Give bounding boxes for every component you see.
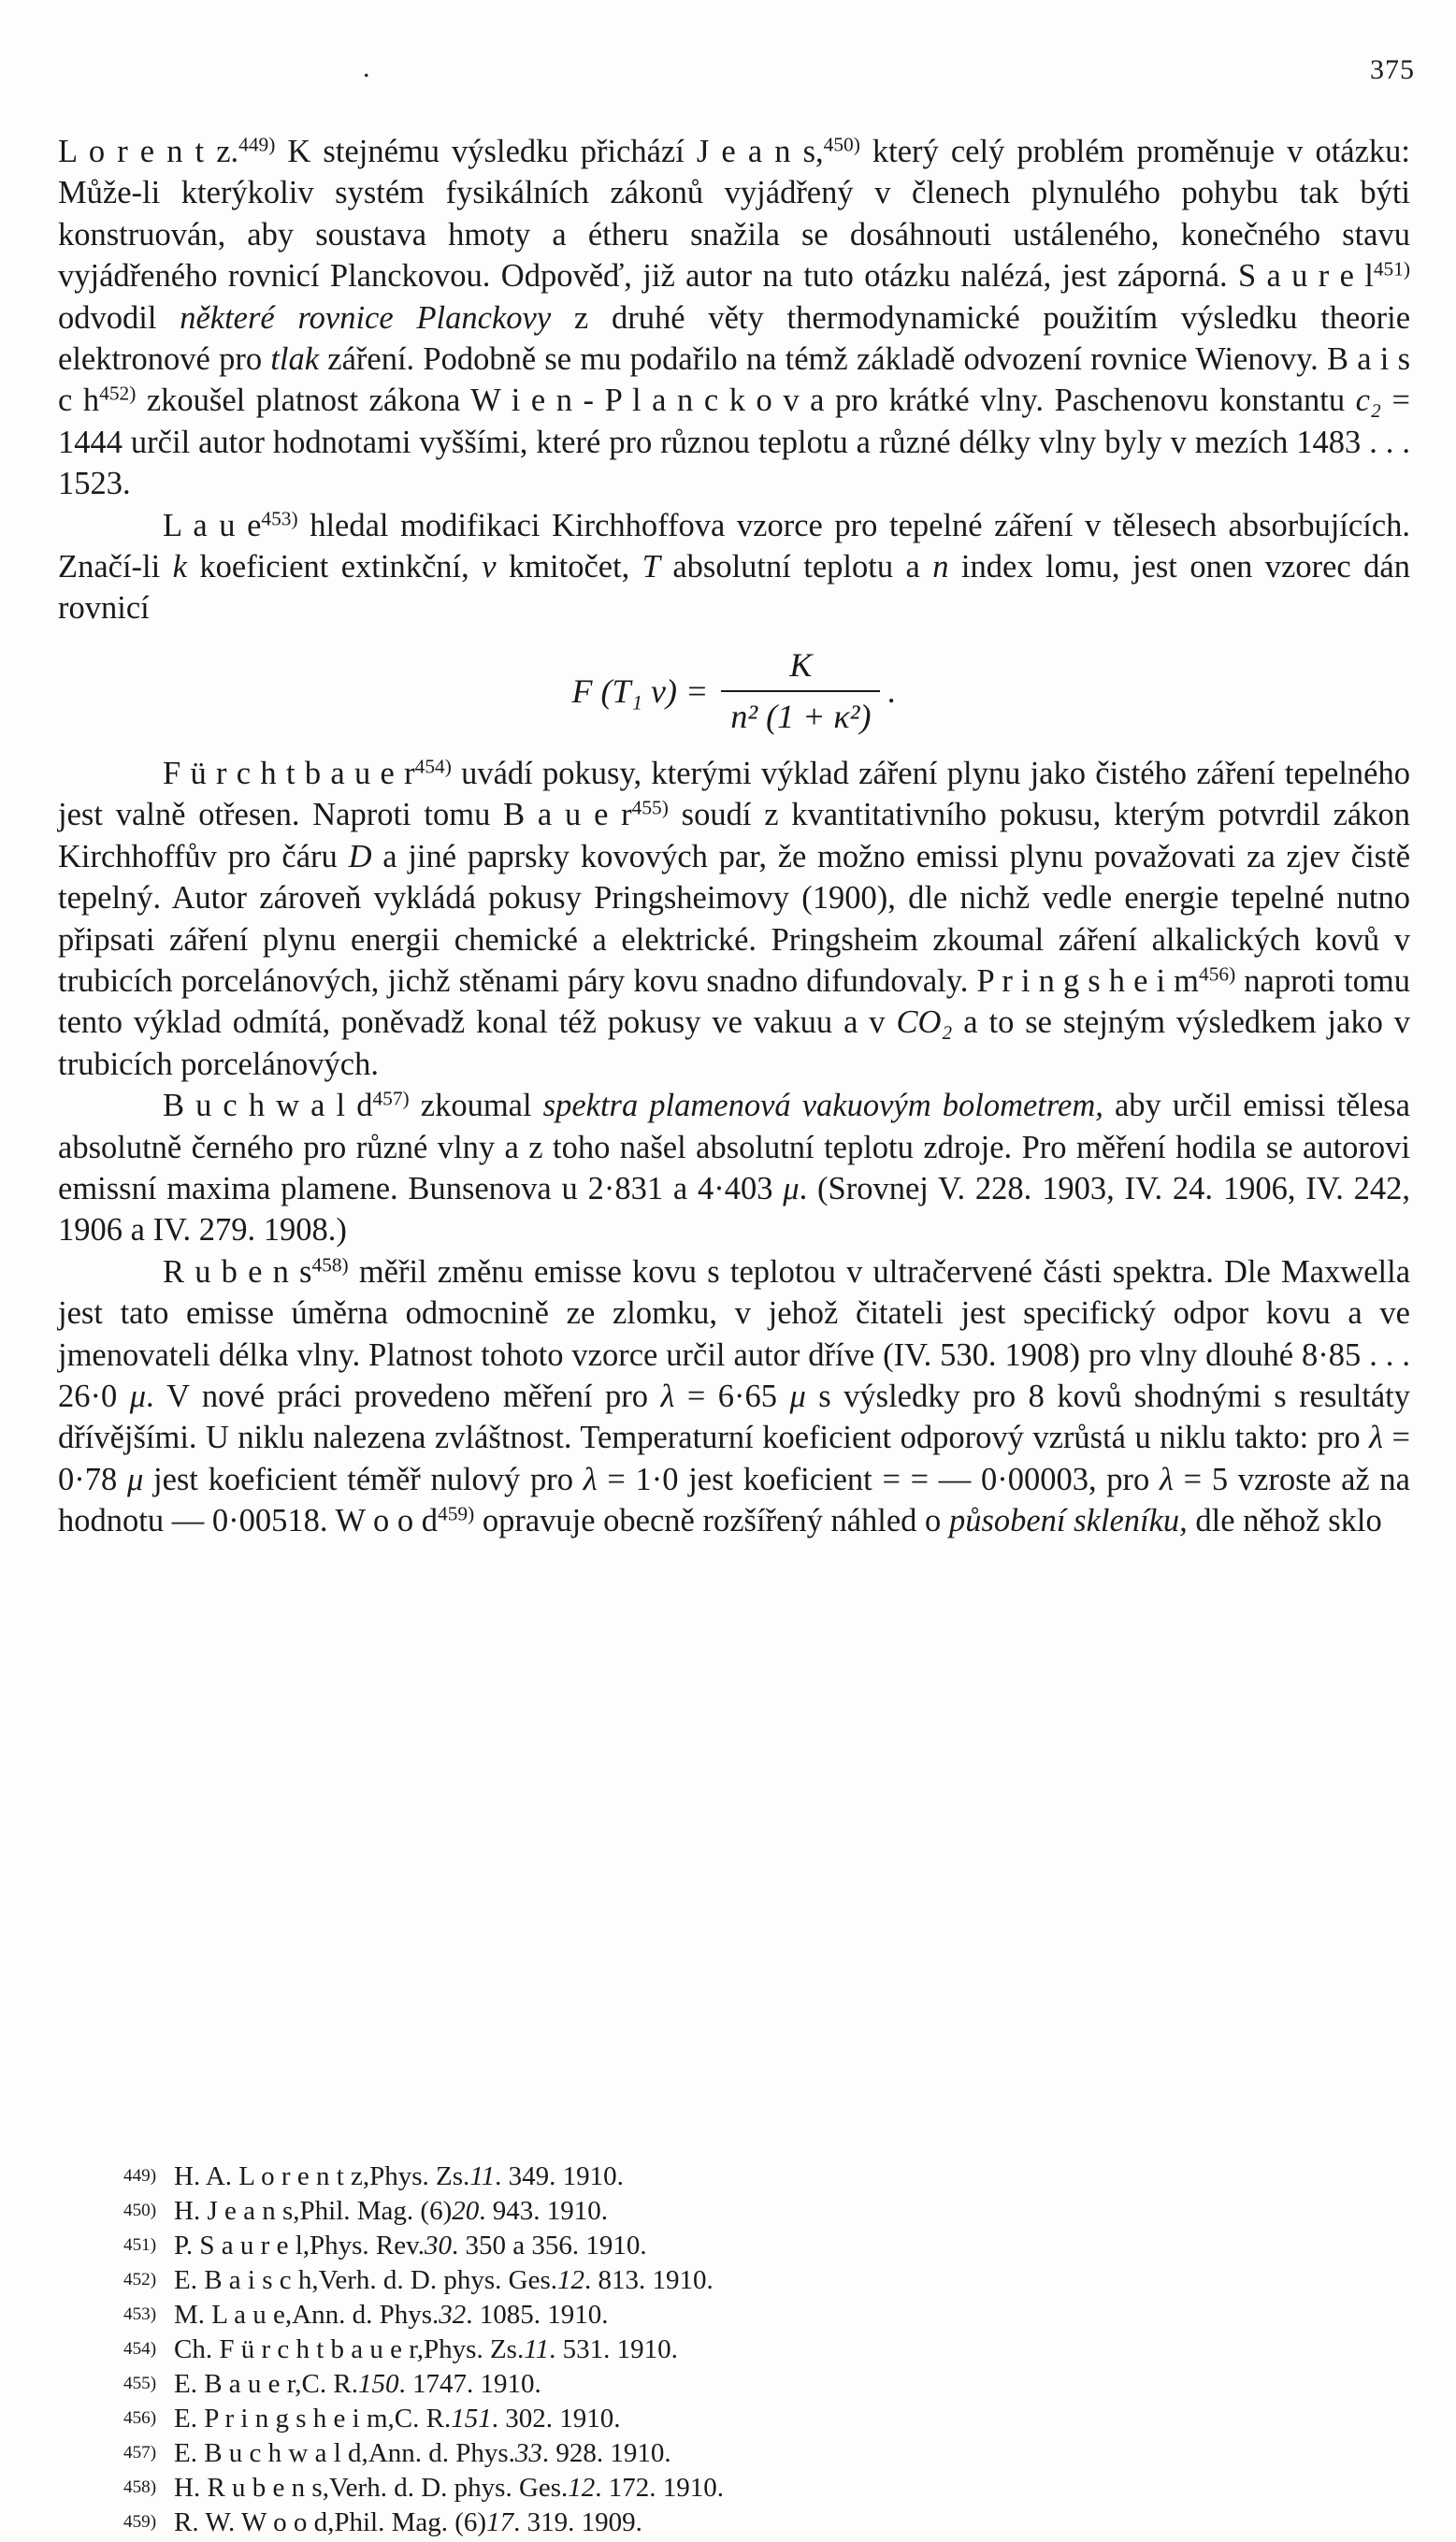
- symbol: D: [348, 838, 372, 874]
- author-name: J e a n s,: [696, 134, 824, 169]
- text: dle něhož sklo: [1187, 1503, 1382, 1539]
- footnote-number: 459): [123, 2512, 157, 2533]
- footnote-volume: 33: [514, 2438, 542, 2469]
- footnote: [123, 2334, 1339, 2369]
- footnote-author: E. B a i s c h,: [174, 2265, 319, 2296]
- symbol: λ: [1160, 1461, 1174, 1497]
- symbol: T: [642, 549, 660, 585]
- footnote-journal: Phys. Rev.: [310, 2231, 425, 2261]
- footnote-pages: . 813. 1910.: [584, 2265, 714, 2296]
- text: jest koeficient téměř nulový pro: [143, 1461, 584, 1497]
- footnote-author: H. A. L o r e n t z,: [174, 2161, 370, 2191]
- author-name: B a u e r: [503, 797, 632, 833]
- text: kmitočet,: [496, 549, 642, 585]
- author-name: P r i n g s h e i m: [976, 962, 1200, 999]
- footnote-ref[interactable]: 456): [1199, 962, 1236, 986]
- footnote-pages: . 943. 1910.: [479, 2196, 608, 2227]
- footnote-journal: Ann. d. Phys.: [368, 2438, 515, 2469]
- symbol: λ: [583, 1461, 598, 1497]
- formula-end: .: [887, 672, 897, 710]
- footnote-journal: Phys. Zs.: [369, 2161, 470, 2191]
- footnote-author: E. B u c h w a l d,: [174, 2438, 368, 2469]
- footnote-volume: 151: [451, 2404, 492, 2434]
- footnote-author: H. J e a n s,: [174, 2196, 300, 2227]
- footnote-number: 453): [123, 2304, 157, 2325]
- author-name: R u b e n s: [163, 1253, 312, 1290]
- footnotes: [123, 2161, 1339, 2542]
- footnote-author: E. B a u e r,: [174, 2369, 302, 2400]
- formula-numerator: K: [789, 646, 813, 685]
- footnote-pages: . 319. 1909.: [513, 2507, 642, 2538]
- footnote-pages: . 302. 1910.: [491, 2404, 621, 2434]
- author-name: L o r e n t z.: [58, 134, 239, 169]
- footnote-number: 457): [123, 2443, 157, 2463]
- footnote-pages: . 531. 1910.: [549, 2334, 678, 2365]
- footnote-volume: 17: [486, 2507, 514, 2538]
- text: = 5 vzroste až na hodnotu — 0·00518.: [58, 1461, 1410, 1539]
- footnote-ref[interactable]: 451): [1373, 257, 1411, 281]
- text: hledal modifikaci Kirchhoffova vzorce pro tepelné záření v tělesech absorbujících. Značí-li: [58, 507, 1411, 585]
- footnote-volume: 20: [452, 2196, 480, 2227]
- footnote: [123, 2265, 1339, 2300]
- text: . (Srovnej V. 228. 1903, IV. 24. 1906, IV. 242, 1906 a IV. 279. 1908.): [58, 1170, 1410, 1249]
- footnote: [123, 2196, 1339, 2231]
- footnote-journal: Phil. Mag. (6): [299, 2196, 453, 2227]
- footnote-ref[interactable]: 453): [261, 506, 298, 529]
- footnote-number: 451): [123, 2235, 157, 2256]
- symbol: λ: [660, 1378, 675, 1414]
- footnote-author: Ch. F ü r c h t b a u e r,: [174, 2334, 425, 2365]
- text: zkoumal: [409, 1088, 543, 1124]
- footnote: [123, 2369, 1339, 2404]
- symbol: CO₂: [896, 1004, 953, 1041]
- footnote: [123, 2507, 1339, 2542]
- text: odvodil: [58, 299, 180, 336]
- footnote-ref[interactable]: 455): [631, 796, 669, 819]
- author-name: W o o d: [335, 1503, 439, 1539]
- footnote-pages: . 928. 1910.: [541, 2438, 671, 2469]
- symbol: c₂: [1355, 383, 1381, 419]
- text: záření. Podobně se mu podařilo na témž základě odvození rovnice Wienovy.: [319, 341, 1327, 378]
- author-name: F ü r c h t b a u e r: [163, 755, 415, 791]
- footnote-volume: 30: [425, 2231, 452, 2261]
- kirchhoff-formula: [58, 629, 1410, 753]
- footnote-volume: 12: [557, 2265, 584, 2296]
- text: uvádí pokusy, kterými výklad záření plynu jako čistého záření tepelného jest valně otřesen. Naproti tomu: [58, 755, 1410, 833]
- footnote-author: P. S a u r e l,: [174, 2231, 310, 2261]
- text: koeficient extinkční,: [186, 549, 483, 585]
- symbol: μ: [789, 1378, 806, 1414]
- symbol: μ: [783, 1170, 800, 1206]
- formula-lhs: F (T₁ ν) =: [571, 672, 709, 710]
- footnote-number: 452): [123, 2270, 157, 2290]
- footnote-author: H. R u b e n s,: [174, 2473, 329, 2504]
- page-mark: .: [363, 52, 370, 83]
- footnote-number: 450): [123, 2201, 157, 2221]
- paragraph-furchtbauer: [58, 753, 1410, 1085]
- body-text: [58, 131, 1410, 1542]
- footnote-ref[interactable]: 457): [372, 1087, 410, 1110]
- symbol: k: [172, 549, 187, 585]
- footnote-journal: C. R.: [301, 2369, 358, 2400]
- footnote-journal: Ann. d. Phys.: [292, 2300, 440, 2331]
- footnote-volume: 150: [357, 2369, 399, 2400]
- paragraph-rubens: [58, 1251, 1410, 1542]
- author-name: L a u e: [163, 507, 262, 543]
- footnote: [123, 2231, 1339, 2265]
- footnote-ref[interactable]: 454): [414, 755, 452, 778]
- text: aby určil emissi tělesa absolutně černého pro různé vlny a z toho našel absolutní teplotu zdroje. Pro měření hodila se autorovi emissní maxima plamene. Bunsenova u 2·831 a 4·403: [58, 1088, 1410, 1206]
- footnote-author: M. L a u e,: [174, 2300, 293, 2331]
- text: opravuje obecně rozšířený náhled o: [474, 1503, 949, 1539]
- paragraph-buchwald: [58, 1085, 1410, 1251]
- footnote-pages: . 1085. 1910.: [466, 2300, 609, 2331]
- symbol: ν: [482, 549, 497, 585]
- footnote-author: R. W. W o o d,: [174, 2507, 335, 2538]
- text: index lomu, jest onen vzorec dán rovnicí: [58, 549, 1410, 627]
- formula-fraction: [721, 644, 880, 737]
- author-name: B a i s c h: [58, 341, 1410, 419]
- text: který celý problém proměnuje v otázku: Může-li kterýkoliv systém fysikálních zákonů vyjádřený v členech plynulého pohybu tak býti konstruován, aby soustava hmoty a étheru snažila se dosáhnouti ustáleného, konečného stavu vyjádřeného rovnicí Planckovou. Odpověď, již autor na tuto otázku nalézá, jest záporná.: [58, 134, 1410, 295]
- footnote-journal: C. R.: [394, 2404, 452, 2434]
- footnote-pages: . 349. 1910.: [495, 2161, 624, 2191]
- text: z druhé věty thermodynamické použitím výsledku theorie elektronové pro: [58, 299, 1411, 378]
- footnote: [123, 2161, 1339, 2196]
- footnote-author: E. P r i n g s h e i m,: [174, 2404, 395, 2434]
- footnote: [123, 2473, 1339, 2507]
- law-name: W i e n - P l a n c k o v a: [470, 383, 825, 419]
- footnote: [123, 2300, 1339, 2334]
- text: = 1444 určil autor hodnotami vyššími, které pro různou teplotu a různé délky vlny byly v mezích 1483 . . . 1523.: [58, 383, 1410, 502]
- footnote-journal: Verh. d. D. phys. Ges.: [318, 2265, 557, 2296]
- footnote-ref[interactable]: 459): [438, 1502, 475, 1525]
- symbol: λ: [1369, 1420, 1384, 1456]
- text: a jiné paprsky kovových par, že možno emissi plynu považovati za zjev čistě tepelný. Autor zároveň vykládá pokusy Pringsheimovy (1900), dle nichž vedle energie tepelné nutno připsati záření plynu energii chemické a elektrické. Pringsheim zkoumal záření alkalických kovů v trubicích porcelánových, jichž stěnami páry kovu snadno difundovaly.: [58, 838, 1411, 999]
- footnote-volume: 11: [524, 2334, 550, 2365]
- footnote-number: 455): [123, 2374, 157, 2394]
- footnote-ref[interactable]: 450): [823, 133, 860, 156]
- footnote-pages: . 350 a 356. 1910.: [452, 2231, 647, 2261]
- symbol: μ: [126, 1461, 144, 1497]
- footnote-volume: 11: [469, 2161, 496, 2191]
- formula-denominator: n² (1 + κ²): [721, 690, 880, 737]
- footnote-number: 454): [123, 2339, 157, 2360]
- emphasis: tlak: [270, 341, 320, 378]
- text: měřil změnu emisse kovu s teplotou v ultračervené části spektra. Dle Maxwella jest tato emisse úměrna odmocnině ze zlomku, v jehož čitateli jest specifický odpor kovu a ve jmenovateli délka vlny. Platnost tohoto vzorce určil autor dříve (IV. 530. 1908) pro vlny dlouhé 8·85 . . . 26·0: [58, 1253, 1411, 1414]
- footnote-volume: 32: [439, 2300, 467, 2331]
- footnote-journal: Phys. Zs.: [424, 2334, 525, 2365]
- footnote-pages: . 1747. 1910.: [398, 2369, 541, 2400]
- footnote-volume: 12: [568, 2473, 596, 2504]
- page-number: 375: [1370, 54, 1415, 85]
- emphasis: působení skleníku,: [948, 1503, 1188, 1539]
- paragraph-lorentz: [58, 131, 1410, 505]
- footnote-number: 458): [123, 2477, 157, 2498]
- text: zkoušel platnost zákona: [136, 383, 471, 419]
- text: naproti tomu tento výklad odmítá, poněvadž konal též pokusy ve vakuu a v: [58, 962, 1410, 1041]
- author-name: B u c h w a l d: [163, 1088, 373, 1124]
- symbol: n: [932, 549, 949, 585]
- emphasis: spektra plamenová vakuovým bolometrem,: [542, 1088, 1103, 1124]
- symbol: μ: [129, 1378, 147, 1414]
- text: absolutní teplotu a: [659, 549, 933, 585]
- paragraph-laue: [58, 505, 1410, 629]
- text: s výsledky pro 8 kovů shodnými s resultáty dřívějšími. U niklu nalezena zvláštnost. Temperaturní koeficient odporový vzrůstá u niklu takto: pro: [58, 1378, 1410, 1456]
- text: . V nové práci provedeno měření pro: [146, 1378, 661, 1414]
- footnote: [123, 2438, 1339, 2473]
- text: pro krátké vlny. Paschenovu konstantu: [824, 383, 1356, 419]
- footnote-number: 456): [123, 2408, 157, 2429]
- footnote-pages: . 172. 1910.: [595, 2473, 725, 2504]
- text: K stejnému výsledku přichází: [275, 134, 697, 169]
- footnote-ref[interactable]: 452): [99, 382, 137, 405]
- emphasis: některé rovnice Planckovy: [180, 299, 552, 336]
- text: = 1·0 jest koeficient = = — 0·00003, pro: [597, 1461, 1160, 1497]
- author-name: S a u r e l: [1237, 258, 1374, 295]
- footnote: [123, 2404, 1339, 2438]
- footnote-number: 449): [123, 2166, 157, 2186]
- footnote-journal: Phil. Mag. (6): [334, 2507, 487, 2538]
- text: = 6·65: [674, 1378, 790, 1414]
- footnote-ref[interactable]: 458): [311, 1253, 349, 1276]
- text: soudí z kvantitativního pokusu, kterým potvrdil zákon Kirchhoffův pro čáru: [58, 797, 1410, 874]
- footnote-ref[interactable]: 449): [238, 133, 276, 156]
- footnote-journal: Verh. d. D. phys. Ges.: [328, 2473, 569, 2504]
- text: = 0·78: [58, 1420, 1410, 1497]
- text: a to se stejným výsledkem jako v trubicích porcelánových.: [58, 1004, 1410, 1082]
